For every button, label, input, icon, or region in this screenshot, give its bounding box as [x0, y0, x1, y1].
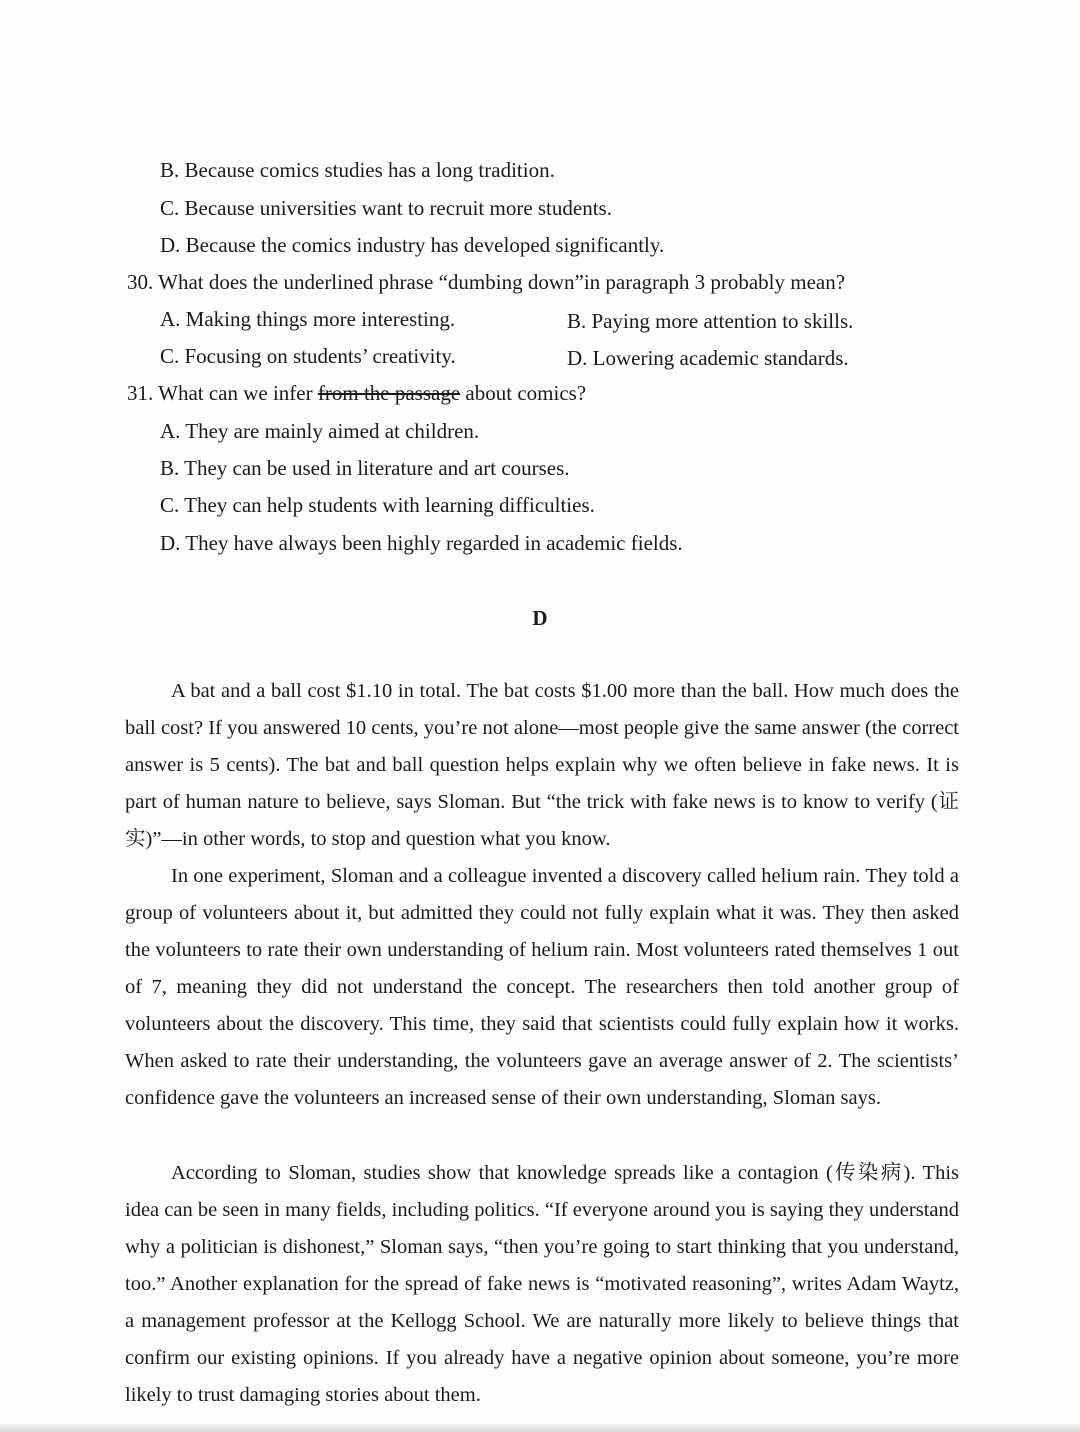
- q31-struck-text: from the passage: [317, 381, 461, 405]
- section-heading: D: [532, 606, 548, 630]
- page-bottom-edge: [0, 1424, 1080, 1432]
- q30-option-d: D. Lowering academic standards.: [567, 346, 849, 370]
- q30-question: 30. What does the underlined phrase “dumbing down”in paragraph 3 probably mean?: [127, 270, 846, 294]
- q31-option-b: B. They can be used in literature and art courses.: [160, 456, 570, 480]
- passage-paragraph-2: In one experiment, Sloman and a colleague invented a discovery called helium rain. They told a group of volunteers about it, but admitted they could not fully explain what it was. They then asked the volunteers to rate their own understanding of helium rain. Most volunteers rated themselves 1 out of 7, meaning they did not understand the concept. The researchers then told another group of volunteers about the discovery. This time, they said that scientists could fully explain how it works. When asked to rate their understanding, the volunteers gave an average answer of 2. The scientists’ confidence gave the volunteers an increased sense of their own understanding, Sloman says.: [125, 865, 959, 1109]
- q31-question-end: about comics?: [460, 381, 587, 405]
- passage-paragraph-1: A bat and a ball cost $1.10 in total. The bat costs $1.00 more than the ball. How much does the ball cost? If you answered 10 cents, you’re not alone—most people give the same answer (the correct answer is 5 cents). The bat and ball question helps explain why we often believe in fake news. It is part of human nature to believe, says Sloman. But “the trick with fake news is to know to verify (证实)”—in other words, to stop and question what you know.: [125, 680, 959, 850]
- q31-option-c: C. They can help students with learning difficulties.: [160, 493, 595, 517]
- q29-option-c: C. Because universities want to recruit more students.: [160, 196, 612, 220]
- q29-option-d: D. Because the comics industry has developed significantly.: [160, 233, 665, 257]
- passage-paragraph-3: According to Sloman, studies show that knowledge spreads like a contagion (传染病). This idea can be seen in many fields, including politics. “If everyone around you is saying they understand why a politician is dishonest,” Sloman says, “then you’re going to start thinking that you understand, too.” Another explanation for the spread of fake news is “motivated reasoning”, writes Adam Waytz, a management professor at the Kellogg School. We are naturally more likely to believe things that confirm our existing opinions. If you already have a negative opinion about someone, you’re more likely to trust damaging stories about them.: [125, 1162, 959, 1406]
- q30-option-b: B. Paying more attention to skills.: [567, 309, 854, 333]
- q30-option-c: C. Focusing on students’ creativity.: [160, 344, 456, 368]
- q31-question-start: 31. What can we infer: [127, 381, 318, 405]
- q31-question: [127, 379, 586, 407]
- q31-option-a: A. They are mainly aimed at children.: [160, 419, 480, 443]
- q31-option-d: D. They have always been highly regarded in academic fields.: [160, 531, 683, 555]
- q30-option-a: A. Making things more interesting.: [160, 307, 456, 331]
- q29-option-b: B. Because comics studies has a long tradition.: [160, 158, 555, 182]
